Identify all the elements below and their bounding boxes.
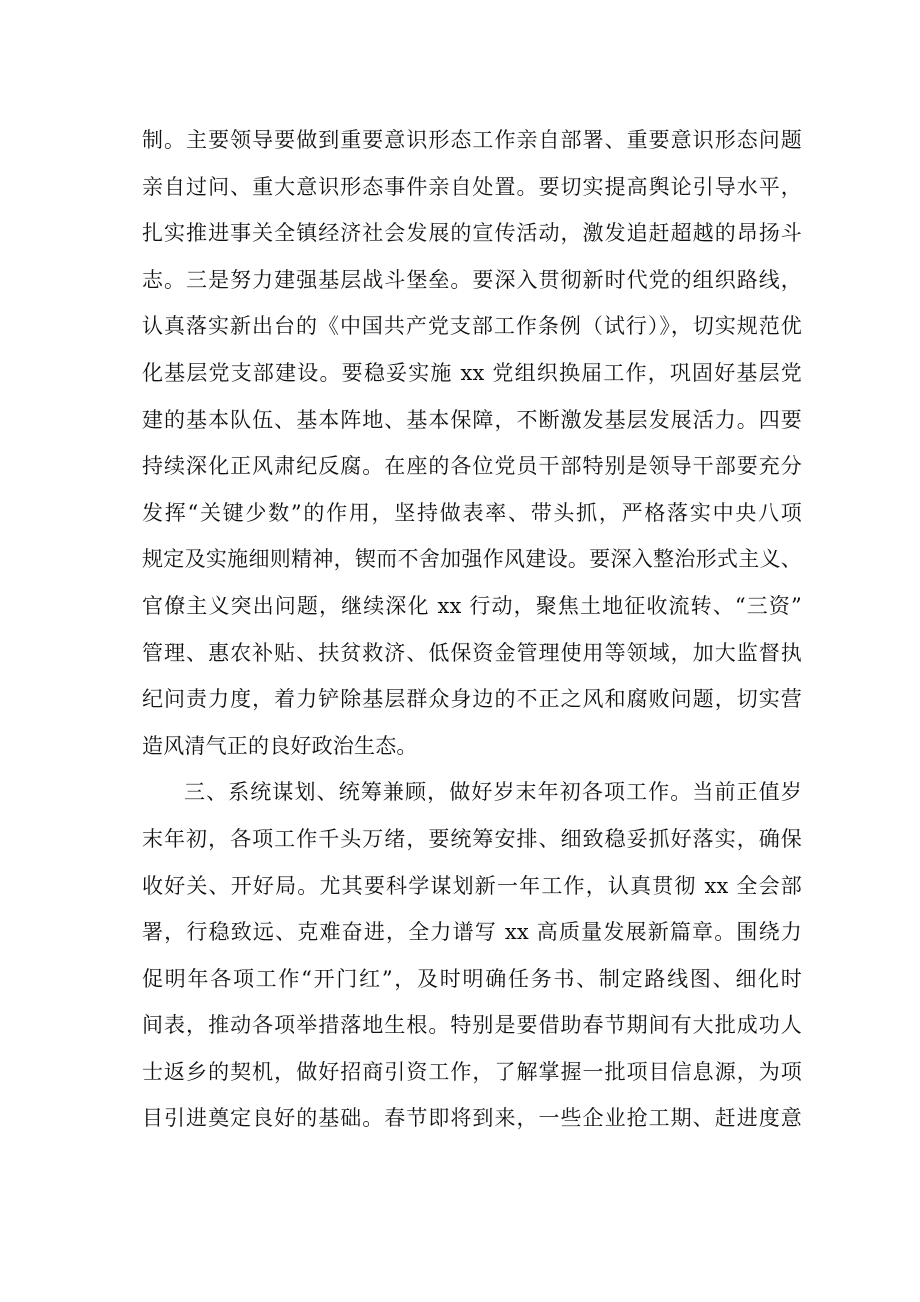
text-line: 扎实推进事关全镇经济社会发展的宣传活动，激发追赶超越的昂扬斗 <box>142 221 802 246</box>
text-line: 持续深化正风肃纪反腐。在座的各位党员干部特别是领导干部要充分 <box>142 454 802 479</box>
text-line: 化基层党支部建设。要稳妥实施 xx 党组织换届工作，巩固好基层党 <box>142 360 802 385</box>
text-line: 亲自过问、重大意识形态事件亲自处置。要切实提高舆论引导水平， <box>142 174 802 199</box>
text-line: 制。主要领导要做到重要意识形态工作亲自部署、重要意识形态问题 <box>142 128 802 152</box>
text-line: 管理、惠农补贴、扶贫救济、低保资金管理使用等领域，加大监督执 <box>142 640 802 665</box>
text-line: 目引进奠定良好的基础。春节即将到来，一些企业抢工期、赶进度意 <box>142 1106 802 1131</box>
paragraph-1 <box>142 117 802 769</box>
paragraph-2 <box>142 769 802 1142</box>
text-line: 官僚主义突出问题，继续深化 xx 行动，聚焦土地征收流转、“三资” <box>142 593 802 618</box>
text-line: 收好关、开好局。尤其要科学谋划新一年工作，认真贯彻 xx 全会部 <box>142 873 802 898</box>
text-line: 规定及实施细则精神，锲而不舍加强作风建设。要深入整治形式主义、 <box>142 547 802 572</box>
text-line: 纪问责力度，着力铲除基层群众身边的不正之风和腐败问题，切实营 <box>142 687 802 712</box>
text-line: 间表，推动各项举措落地生根。特别是要借助春节期间有大批成功人 <box>142 1013 802 1038</box>
document-body <box>142 117 802 1142</box>
text-line: 署，行稳致远、克难奋进，全力谱写 xx 高质量发展新篇章。围绕力 <box>142 920 802 945</box>
text-line: 认真落实新出台的《中国共产党支部工作条例（试行）》，切实规范优 <box>142 314 802 339</box>
text-line: 造风清气正的良好政治生态。 <box>142 733 418 758</box>
text-line: 三、系统谋划、统筹兼顾，做好岁末年初各项工作。当前正值岁 <box>184 780 802 805</box>
text-line: 末年初，各项工作千头万绪，要统筹安排、细致稳妥抓好落实，确保 <box>142 826 802 851</box>
text-line: 促明年各项工作“开门红”，及时明确任务书、制定路线图、细化时 <box>142 966 802 991</box>
text-line: 士返乡的契机，做好招商引资工作，了解掌握一批项目信息源，为项 <box>142 1059 802 1084</box>
text-line: 志。三是努力建强基层战斗堡垒。要深入贯彻新时代党的组织路线， <box>142 267 802 292</box>
text-line: 发挥“关键少数”的作用，坚持做表率、带头抓，严格落实中央八项 <box>142 500 802 525</box>
text-line: 建的基本队伍、基本阵地、基本保障，不断激发基层发展活力。四要 <box>142 407 802 432</box>
